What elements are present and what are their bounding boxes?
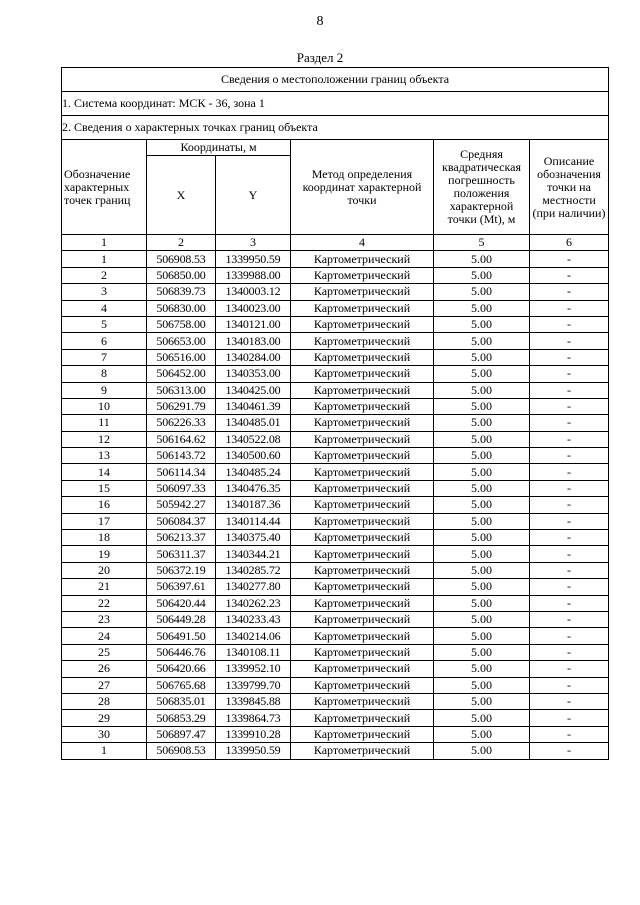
y-coordinate-cell: 1340425.00 [216, 382, 291, 398]
point-number-cell: 11 [62, 415, 147, 431]
description-cell: - [530, 382, 609, 398]
x-coordinate-cell: 506420.44 [147, 595, 216, 611]
header-y: Y [216, 156, 291, 235]
point-number-cell: 20 [62, 562, 147, 578]
x-coordinate-cell: 506897.47 [147, 726, 216, 742]
point-number-cell: 16 [62, 497, 147, 513]
y-coordinate-cell: 1340121.00 [216, 316, 291, 332]
description-cell: - [530, 431, 609, 447]
point-number-cell: 3 [62, 284, 147, 300]
method-cell: Картометрический [291, 644, 434, 660]
y-coordinate-cell: 1339988.00 [216, 267, 291, 283]
column-number: 4 [291, 235, 434, 251]
x-coordinate-cell: 506420.66 [147, 661, 216, 677]
error-cell: 5.00 [434, 316, 530, 332]
y-coordinate-cell: 1340023.00 [216, 300, 291, 316]
point-number-cell: 12 [62, 431, 147, 447]
point-number-cell: 25 [62, 644, 147, 660]
error-cell: 5.00 [434, 497, 530, 513]
x-coordinate-cell: 506084.37 [147, 513, 216, 529]
error-cell: 5.00 [434, 693, 530, 709]
method-cell: Картометрический [291, 693, 434, 709]
table-row [62, 431, 609, 447]
point-number-cell: 15 [62, 480, 147, 496]
error-cell: 5.00 [434, 710, 530, 726]
page-number: 8 [316, 14, 324, 29]
x-coordinate-cell: 506908.53 [147, 743, 216, 759]
y-coordinate-cell: 1339845.88 [216, 693, 291, 709]
x-coordinate-cell: 506213.37 [147, 530, 216, 546]
point-number-cell: 1 [62, 251, 147, 267]
method-cell: Картометрический [291, 366, 434, 382]
table-row [62, 677, 609, 693]
point-number-cell: 4 [62, 300, 147, 316]
description-cell: - [530, 464, 609, 480]
x-coordinate-cell: 505942.27 [147, 497, 216, 513]
table-row [62, 693, 609, 709]
description-cell: - [530, 497, 609, 513]
point-number-cell: 14 [62, 464, 147, 480]
method-cell: Картометрический [291, 431, 434, 447]
method-cell: Картометрический [291, 562, 434, 578]
x-coordinate-cell: 506452.00 [147, 366, 216, 382]
error-cell: 5.00 [434, 661, 530, 677]
description-cell: - [530, 661, 609, 677]
x-coordinate-cell: 506908.53 [147, 251, 216, 267]
y-coordinate-cell: 1340485.01 [216, 415, 291, 431]
description-cell: - [530, 628, 609, 644]
table-row [62, 382, 609, 398]
error-cell: 5.00 [434, 595, 530, 611]
column-number: 3 [216, 235, 291, 251]
error-cell: 5.00 [434, 611, 530, 627]
section-title: Раздел 2 [296, 50, 344, 65]
table-row [62, 480, 609, 496]
method-cell: Картометрический [291, 398, 434, 414]
x-coordinate-cell: 506446.76 [147, 644, 216, 660]
x-coordinate-cell: 506516.00 [147, 349, 216, 365]
y-coordinate-cell: 1340187.36 [216, 497, 291, 513]
x-coordinate-cell: 506853.29 [147, 710, 216, 726]
method-cell: Картометрический [291, 595, 434, 611]
method-cell: Картометрический [291, 382, 434, 398]
description-cell: - [530, 693, 609, 709]
y-coordinate-cell: 1340375.40 [216, 530, 291, 546]
point-number-cell: 27 [62, 677, 147, 693]
table-row [62, 366, 609, 382]
method-cell: Картометрический [291, 710, 434, 726]
point-number-cell: 13 [62, 448, 147, 464]
table-title: Сведения о местоположении границ объекта [62, 68, 609, 92]
point-number-cell: 19 [62, 546, 147, 562]
table-row [62, 251, 609, 267]
method-cell: Картометрический [291, 530, 434, 546]
method-cell: Картометрический [291, 726, 434, 742]
description-cell: - [530, 726, 609, 742]
error-cell: 5.00 [434, 480, 530, 496]
y-coordinate-cell: 1340353.00 [216, 366, 291, 382]
y-coordinate-cell: 1340108.11 [216, 644, 291, 660]
header-method: Метод определения координат характерной точки [291, 140, 434, 235]
table-row [62, 726, 609, 742]
description-cell: - [530, 530, 609, 546]
description-cell: - [530, 300, 609, 316]
point-number-cell: 7 [62, 349, 147, 365]
point-number-cell: 5 [62, 316, 147, 332]
description-cell: - [530, 448, 609, 464]
header-x: X [147, 156, 216, 235]
x-coordinate-cell: 506397.61 [147, 579, 216, 595]
table-row [62, 562, 609, 578]
point-number-cell: 18 [62, 530, 147, 546]
table-row [62, 513, 609, 529]
error-cell: 5.00 [434, 349, 530, 365]
y-coordinate-cell: 1340500.60 [216, 448, 291, 464]
header-coordinates: Координаты, м [147, 140, 291, 156]
method-cell: Картометрический [291, 415, 434, 431]
point-number-cell: 1 [62, 743, 147, 759]
x-coordinate-cell: 506835.01 [147, 693, 216, 709]
error-cell: 5.00 [434, 251, 530, 267]
column-number: 1 [62, 235, 147, 251]
description-cell: - [530, 546, 609, 562]
table-row [62, 349, 609, 365]
method-cell: Картометрический [291, 300, 434, 316]
x-coordinate-cell: 506491.50 [147, 628, 216, 644]
point-number-cell: 24 [62, 628, 147, 644]
y-coordinate-cell: 1340003.12 [216, 284, 291, 300]
header-designation: Обозначение характерных точек границ [62, 140, 147, 235]
y-coordinate-cell: 1340214.06 [216, 628, 291, 644]
table-row [62, 267, 609, 283]
method-cell: Картометрический [291, 546, 434, 562]
error-cell: 5.00 [434, 677, 530, 693]
method-cell: Картометрический [291, 251, 434, 267]
y-coordinate-cell: 1340284.00 [216, 349, 291, 365]
error-cell: 5.00 [434, 464, 530, 480]
y-coordinate-cell: 1340285.72 [216, 562, 291, 578]
table-row [62, 284, 609, 300]
description-cell: - [530, 366, 609, 382]
point-number-cell: 26 [62, 661, 147, 677]
method-cell: Картометрический [291, 267, 434, 283]
description-cell: - [530, 267, 609, 283]
method-cell: Картометрический [291, 579, 434, 595]
error-cell: 5.00 [434, 743, 530, 759]
error-cell: 5.00 [434, 579, 530, 595]
method-cell: Картометрический [291, 743, 434, 759]
y-coordinate-cell: 1340114.44 [216, 513, 291, 529]
error-cell: 5.00 [434, 366, 530, 382]
x-coordinate-cell: 506311.37 [147, 546, 216, 562]
boundary-points-table [61, 67, 609, 760]
error-cell: 5.00 [434, 513, 530, 529]
y-coordinate-cell: 1340262.23 [216, 595, 291, 611]
error-cell: 5.00 [434, 562, 530, 578]
coord-system-row: 1. Система координат: МСК - 36, зона 1 [62, 92, 609, 116]
header-description: Описание обозначения точки на местности (при наличии) [530, 140, 609, 235]
table-row [62, 710, 609, 726]
point-number-cell: 21 [62, 579, 147, 595]
description-cell: - [530, 595, 609, 611]
table-row [62, 661, 609, 677]
points-heading-row: 2. Сведения о характерных точках границ объекта [62, 116, 609, 140]
method-cell: Картометрический [291, 513, 434, 529]
table-row [62, 530, 609, 546]
description-cell: - [530, 349, 609, 365]
description-cell: - [530, 743, 609, 759]
table-row [62, 333, 609, 349]
description-cell: - [530, 710, 609, 726]
x-coordinate-cell: 506114.34 [147, 464, 216, 480]
error-cell: 5.00 [434, 726, 530, 742]
method-cell: Картометрический [291, 611, 434, 627]
point-number-cell: 29 [62, 710, 147, 726]
column-number-row [62, 235, 609, 251]
y-coordinate-cell: 1340522.08 [216, 431, 291, 447]
error-cell: 5.00 [434, 267, 530, 283]
method-cell: Картометрический [291, 628, 434, 644]
table-row [62, 546, 609, 562]
column-number: 5 [434, 235, 530, 251]
table-row [62, 415, 609, 431]
x-coordinate-cell: 506850.00 [147, 267, 216, 283]
y-coordinate-cell: 1340233.43 [216, 611, 291, 627]
error-cell: 5.00 [434, 398, 530, 414]
column-number: 6 [530, 235, 609, 251]
table-row [62, 595, 609, 611]
point-number-cell: 2 [62, 267, 147, 283]
x-coordinate-cell: 506291.79 [147, 398, 216, 414]
x-coordinate-cell: 506758.00 [147, 316, 216, 332]
method-cell: Картометрический [291, 316, 434, 332]
method-cell: Картометрический [291, 480, 434, 496]
x-coordinate-cell: 506097.33 [147, 480, 216, 496]
table-row [62, 628, 609, 644]
x-coordinate-cell: 506313.00 [147, 382, 216, 398]
y-coordinate-cell: 1339799.70 [216, 677, 291, 693]
error-cell: 5.00 [434, 333, 530, 349]
point-number-cell: 23 [62, 611, 147, 627]
x-coordinate-cell: 506164.62 [147, 431, 216, 447]
point-number-cell: 8 [62, 366, 147, 382]
description-cell: - [530, 480, 609, 496]
x-coordinate-cell: 506653.00 [147, 333, 216, 349]
table-row [62, 316, 609, 332]
error-cell: 5.00 [434, 300, 530, 316]
point-number-cell: 22 [62, 595, 147, 611]
table-row [62, 497, 609, 513]
y-coordinate-cell: 1339952.10 [216, 661, 291, 677]
table-row [62, 644, 609, 660]
point-number-cell: 9 [62, 382, 147, 398]
description-cell: - [530, 398, 609, 414]
description-cell: - [530, 284, 609, 300]
description-cell: - [530, 579, 609, 595]
x-coordinate-cell: 506449.28 [147, 611, 216, 627]
error-cell: 5.00 [434, 546, 530, 562]
y-coordinate-cell: 1339864.73 [216, 710, 291, 726]
table-row [62, 743, 609, 759]
y-coordinate-cell: 1339910.28 [216, 726, 291, 742]
method-cell: Картометрический [291, 677, 434, 693]
point-number-cell: 6 [62, 333, 147, 349]
error-cell: 5.00 [434, 415, 530, 431]
y-coordinate-cell: 1340485.24 [216, 464, 291, 480]
error-cell: 5.00 [434, 284, 530, 300]
error-cell: 5.00 [434, 628, 530, 644]
error-cell: 5.00 [434, 530, 530, 546]
y-coordinate-cell: 1340476.35 [216, 480, 291, 496]
method-cell: Картометрический [291, 448, 434, 464]
error-cell: 5.00 [434, 431, 530, 447]
header-error: Средняя квадратическая погрешность положения характерной точки (Mt), м [434, 140, 530, 235]
method-cell: Картометрический [291, 464, 434, 480]
method-cell: Картометрический [291, 661, 434, 677]
y-coordinate-cell: 1340461.39 [216, 398, 291, 414]
point-number-cell: 10 [62, 398, 147, 414]
x-coordinate-cell: 506830.00 [147, 300, 216, 316]
error-cell: 5.00 [434, 448, 530, 464]
y-coordinate-cell: 1339950.59 [216, 743, 291, 759]
description-cell: - [530, 644, 609, 660]
table-row [62, 398, 609, 414]
y-coordinate-cell: 1339950.59 [216, 251, 291, 267]
error-cell: 5.00 [434, 382, 530, 398]
point-number-cell: 28 [62, 693, 147, 709]
x-coordinate-cell: 506143.72 [147, 448, 216, 464]
method-cell: Картометрический [291, 333, 434, 349]
table-row [62, 611, 609, 627]
table-row [62, 300, 609, 316]
point-number-cell: 30 [62, 726, 147, 742]
x-coordinate-cell: 506226.33 [147, 415, 216, 431]
table-row [62, 579, 609, 595]
description-cell: - [530, 333, 609, 349]
method-cell: Картометрический [291, 349, 434, 365]
description-cell: - [530, 562, 609, 578]
y-coordinate-cell: 1340277.80 [216, 579, 291, 595]
table-row [62, 464, 609, 480]
description-cell: - [530, 513, 609, 529]
description-cell: - [530, 415, 609, 431]
y-coordinate-cell: 1340344.21 [216, 546, 291, 562]
x-coordinate-cell: 506372.19 [147, 562, 216, 578]
error-cell: 5.00 [434, 644, 530, 660]
method-cell: Картометрический [291, 284, 434, 300]
description-cell: - [530, 251, 609, 267]
description-cell: - [530, 611, 609, 627]
description-cell: - [530, 316, 609, 332]
method-cell: Картометрический [291, 497, 434, 513]
column-number: 2 [147, 235, 216, 251]
point-number-cell: 17 [62, 513, 147, 529]
x-coordinate-cell: 506765.68 [147, 677, 216, 693]
table-row [62, 448, 609, 464]
x-coordinate-cell: 506839.73 [147, 284, 216, 300]
y-coordinate-cell: 1340183.00 [216, 333, 291, 349]
description-cell: - [530, 677, 609, 693]
